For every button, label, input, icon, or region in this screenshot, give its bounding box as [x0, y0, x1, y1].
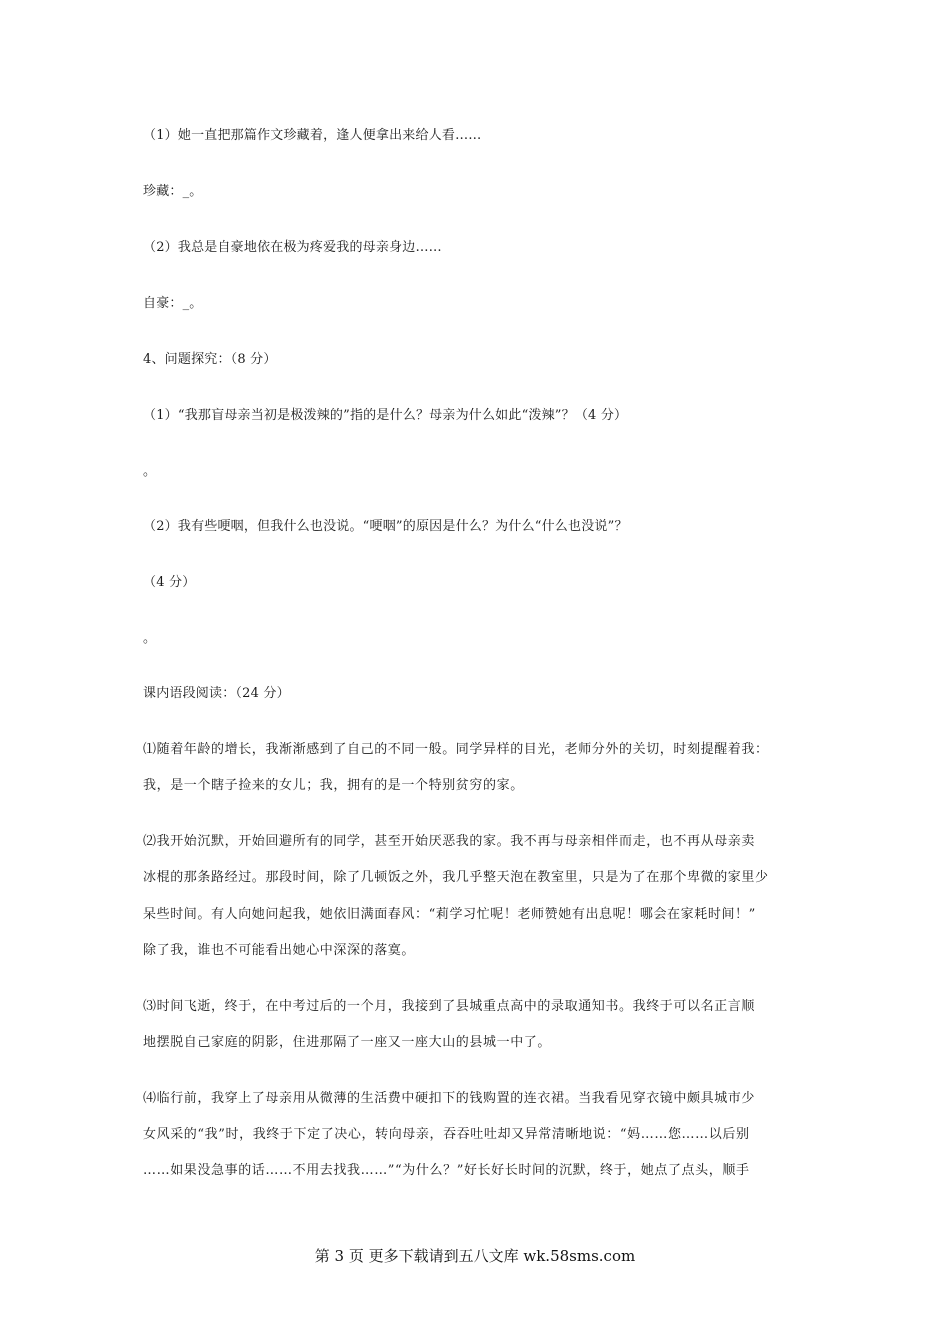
paragraph-4-line-2: 女风采的“我”时，我终于下定了决心，转向母亲，吞吞吐吐却又异常清晰地说：“妈……您……以后别 [143, 1127, 750, 1142]
page-footer: 第 3 页 更多下载请到五八文库 wk.58sms.com [314, 1247, 636, 1265]
paragraph-1-line-2: 我，是一个瞎子捡来的女儿；我，拥有的是一个特别贫穷的家。 [143, 778, 524, 793]
section-4-question-2-points: （4 分） [143, 575, 196, 590]
paragraph-2-line-3: 呆些时间。有人向她问起我，她依旧满面春风：“莉学习忙呢！老师赞她有出息呢！哪会在家耗时间！” [143, 907, 756, 922]
paragraph-2-line-2: 冰棍的那条路经过。那段时间，除了几顿饭之外，我几乎整天泡在教室里，只是为了在那个卑微的家里少 [143, 870, 769, 885]
section-4-question-1: （1）“我那盲母亲当初是极泼辣的”指的是什么？母亲为什么如此“泼辣”？（4 分） [143, 408, 628, 423]
paragraph-4-line-3: ……如果没急事的话……不用去找我……”“为什么？”好长好长时间的沉默，终于，她点了点头，顺手 [143, 1163, 750, 1178]
section-4-question-1-answer: 。 [143, 464, 157, 479]
question-1: （1）她一直把那篇作文珍藏着，逢人便拿出来给人看…… [143, 128, 482, 143]
section-4-question-2: （2）我有些哽咽，但我什么也没说。“哽咽”的原因是什么？为什么“什么也没说”？ [143, 519, 628, 534]
paragraph-3-line-1: ⑶时间飞逝，终于，在中考过后的一个月，我接到了县城重点高中的录取通知书。我终于可以名正言顺 [143, 999, 756, 1014]
section-4-question-2-answer: 。 [143, 631, 157, 646]
question-2: （2）我总是自豪地依在极为疼爱我的母亲身边…… [143, 240, 442, 255]
reading-title: 课内语段阅读：（24 分） [143, 686, 290, 701]
paragraph-2-line-4: 除了我，谁也不可能看出她心中深深的落寞。 [143, 943, 416, 958]
paragraph-2-line-1: ⑵我开始沉默，开始回避所有的同学，甚至开始厌恶我的家。我不再与母亲相伴而走，也不再从母亲卖 [143, 834, 756, 849]
paragraph-1-line-1: ⑴随着年龄的增长，我渐渐感到了自己的不同一般。同学异样的目光，老师分外的关切，时刻提醒着我： [143, 742, 769, 757]
question-2-answer: 自豪：_。 [143, 296, 203, 311]
paragraph-4-line-1: ⑷临行前，我穿上了母亲用从微薄的生活费中硬扣下的钱购置的连衣裙。当我看见穿衣镜中颇具城市少 [143, 1091, 756, 1106]
paragraph-3-line-2: 地摆脱自己家庭的阴影，住进那隔了一座又一座大山的县城一中了。 [143, 1035, 552, 1050]
section-4-title: 4、问题探究：（8 分） [143, 352, 277, 367]
question-1-answer: 珍藏：_。 [143, 184, 203, 199]
